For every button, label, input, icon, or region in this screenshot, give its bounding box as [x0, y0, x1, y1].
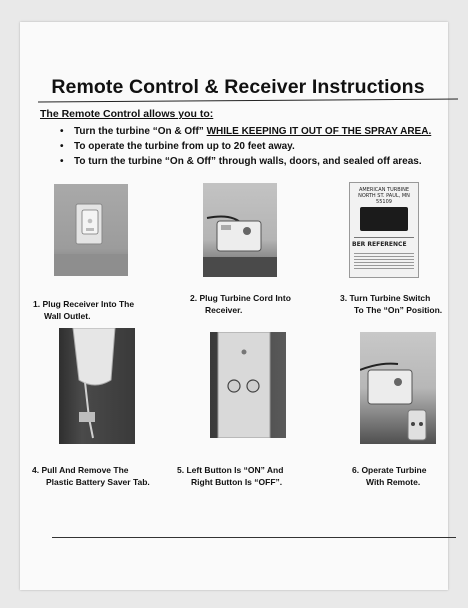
step-caption [32, 464, 150, 488]
step-caption [190, 292, 291, 316]
step-4-photo [59, 328, 135, 444]
step-3-photo [349, 182, 419, 278]
caption-line: 5. Left Button Is “ON” And [177, 465, 284, 475]
caption-line: 2. Plug Turbine Cord Into [190, 293, 291, 303]
label-fine-print [354, 253, 414, 271]
step-5-photo [210, 332, 286, 438]
caption-line: 1. Plug Receiver Into The [33, 299, 135, 309]
bullet-text: Turn the turbine “On & Off” [74, 126, 207, 137]
step-caption [33, 298, 134, 322]
power-switch [360, 207, 408, 231]
step-2-photo [203, 183, 277, 277]
caption-line: 3. Turn Turbine Switch [340, 293, 431, 303]
bullet-emphasis: WHILE KEEPING IT OUT OF THE SPRAY AREA. [206, 126, 432, 137]
caption-line: Receiver. [205, 305, 243, 315]
list-item: • To turn the turbine “On & Off” through walls, doors, and sealed off areas. [60, 154, 431, 169]
step-6-photo [360, 332, 436, 444]
caption-line: To The “On” Position. [354, 305, 443, 315]
page-title: Remote Control & Receiver Instructions [51, 76, 425, 98]
caption-line: 6. Operate Turbine [352, 465, 427, 475]
intro-heading: The Remote Control allows you to: [40, 108, 214, 120]
caption-line: 4. Pull And Remove The [32, 465, 129, 475]
step-caption [177, 464, 283, 488]
step-1-photo [54, 184, 128, 276]
label-city: NORTH ST. PAUL, MN 55109 [358, 193, 410, 205]
bottom-divider [52, 537, 456, 538]
instruction-sheet [20, 22, 448, 590]
step-caption [352, 464, 426, 488]
feature-list [60, 124, 431, 169]
list-item [60, 124, 431, 139]
list-item: • To operate the turbine from up to 20 feet away. [60, 139, 431, 154]
label-divider [354, 237, 414, 238]
caption-line: Wall Outlet. [44, 311, 91, 321]
caption-line: With Remote. [366, 477, 421, 487]
title-divider [38, 99, 458, 103]
caption-line: Right Button Is “OFF”. [191, 477, 283, 487]
label-brand: AMERICAN TURBINE [358, 187, 410, 193]
step-caption [340, 292, 442, 316]
label-reference: BER REFERENCE [352, 241, 407, 248]
caption-line: Plastic Battery Saver Tab. [46, 477, 150, 487]
